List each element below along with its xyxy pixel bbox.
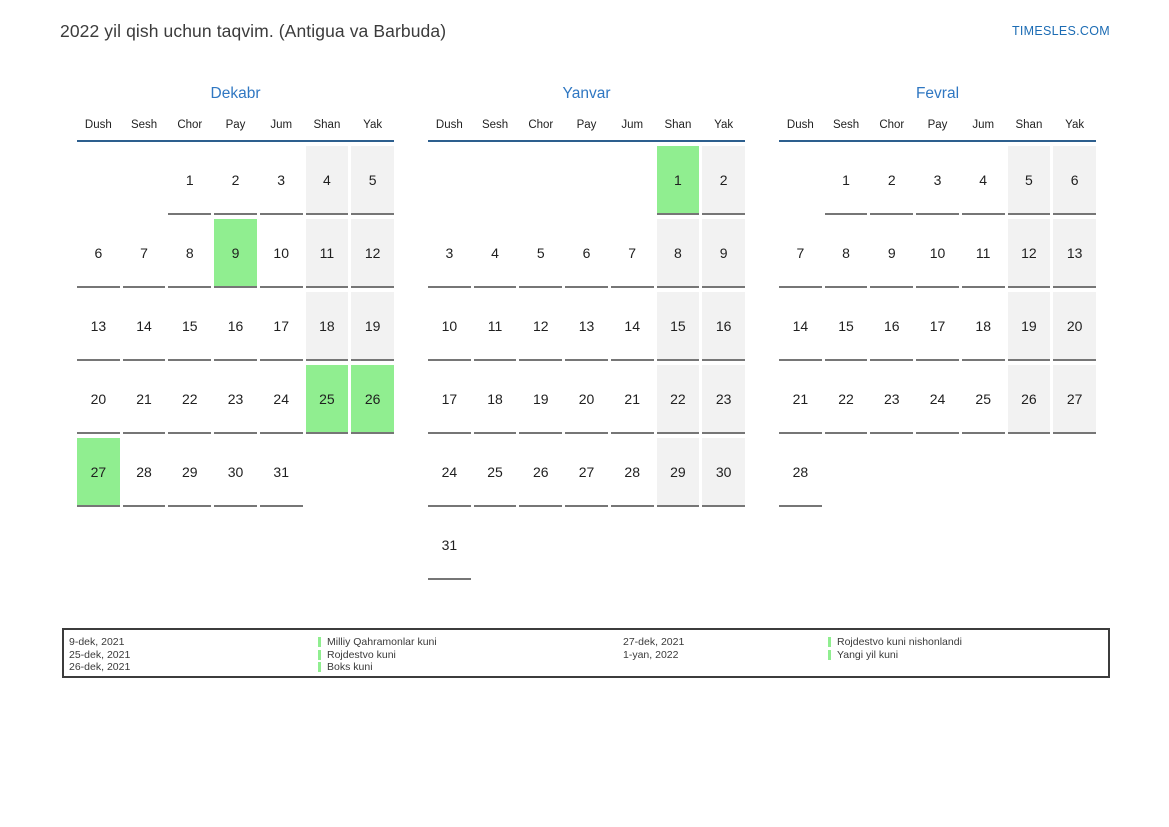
day-number: 4 xyxy=(474,219,517,288)
weekday-label: Dush xyxy=(84,119,112,131)
day-cell xyxy=(916,215,959,288)
day-cell xyxy=(962,142,1005,215)
day-cell-empty xyxy=(1053,434,1096,507)
site-link[interactable]: TIMESLES.COM xyxy=(1011,24,1110,38)
day-number: 22 xyxy=(825,365,868,434)
day-number: 9 xyxy=(870,219,913,288)
legend-item xyxy=(318,649,437,662)
day-cell-empty xyxy=(428,142,471,215)
day-number: 2 xyxy=(870,146,913,215)
day-cell-empty xyxy=(565,507,608,580)
day-number: 18 xyxy=(306,292,349,361)
day-number: 3 xyxy=(260,146,303,215)
day-number: 26 xyxy=(351,365,394,434)
day-number: 21 xyxy=(611,365,654,434)
day-cell xyxy=(260,142,303,215)
weekday-label: Shan xyxy=(1015,119,1043,131)
day-cell xyxy=(474,288,517,361)
day-cell xyxy=(1053,361,1096,434)
month-dekabr xyxy=(77,84,394,580)
day-number: 13 xyxy=(565,292,608,361)
day-cell xyxy=(702,361,745,434)
weekday-label: Sesh xyxy=(832,119,860,131)
day-number: 24 xyxy=(916,365,959,434)
day-cell xyxy=(565,361,608,434)
legend-label: Rojdestvo kuni xyxy=(327,648,396,661)
day-number: 3 xyxy=(428,219,471,288)
day-cell xyxy=(1053,288,1096,361)
month-grid xyxy=(77,142,394,507)
day-number: 28 xyxy=(611,438,654,507)
day-number: 1 xyxy=(168,146,211,215)
day-number: 7 xyxy=(611,219,654,288)
legend-dates-column xyxy=(69,636,130,674)
day-cell xyxy=(702,434,745,507)
day-cell-empty xyxy=(825,434,868,507)
day-cell xyxy=(565,215,608,288)
weekday-label: Pay xyxy=(225,119,246,131)
day-cell xyxy=(1008,361,1051,434)
day-number: 25 xyxy=(474,438,517,507)
day-cell-empty xyxy=(306,434,349,507)
legend-dates-column xyxy=(623,636,684,661)
day-number: 19 xyxy=(1008,292,1051,361)
day-cell xyxy=(77,361,120,434)
weekday-label: Yak xyxy=(1065,119,1085,131)
day-cell xyxy=(168,215,211,288)
page-title: 2022 yil qish uchun taqvim. (Antigua va Barbuda) xyxy=(60,21,447,41)
weekday-label: Dush xyxy=(435,119,463,131)
weekday-label: Yak xyxy=(714,119,734,131)
weekday-label: Shan xyxy=(313,119,341,131)
day-number: 12 xyxy=(519,292,562,361)
day-cell xyxy=(260,361,303,434)
day-cell-empty xyxy=(77,142,120,215)
weekday-label: Pay xyxy=(576,119,597,131)
holiday-marker xyxy=(318,650,321,660)
day-cell xyxy=(519,434,562,507)
day-number: 23 xyxy=(214,365,257,434)
day-cell xyxy=(657,142,700,215)
day-cell xyxy=(306,288,349,361)
holiday-marker xyxy=(318,637,321,647)
legend-labels-column xyxy=(318,636,437,674)
legend-date: 9-dek, 2021 xyxy=(69,636,125,648)
day-cell xyxy=(77,434,120,507)
weekday-label: Sesh xyxy=(130,119,158,131)
day-number: 14 xyxy=(611,292,654,361)
day-cell xyxy=(1053,215,1096,288)
day-cell xyxy=(962,288,1005,361)
day-cell xyxy=(428,434,471,507)
weekday-header-row xyxy=(779,117,1096,142)
day-cell-empty xyxy=(702,507,745,580)
legend-item xyxy=(318,636,437,649)
day-number: 26 xyxy=(519,438,562,507)
day-cell-empty xyxy=(916,434,959,507)
month-fevral xyxy=(779,84,1096,580)
day-cell xyxy=(870,361,913,434)
day-number: 10 xyxy=(916,219,959,288)
day-number: 25 xyxy=(306,365,349,434)
day-cell xyxy=(77,288,120,361)
day-cell xyxy=(962,361,1005,434)
day-cell xyxy=(519,361,562,434)
day-cell xyxy=(657,434,700,507)
day-number: 11 xyxy=(306,219,349,288)
day-number: 7 xyxy=(779,219,822,288)
day-number: 10 xyxy=(260,219,303,288)
legend-label: Milliy Qahramonlar kuni xyxy=(327,636,437,648)
day-number: 12 xyxy=(351,219,394,288)
day-number: 16 xyxy=(214,292,257,361)
legend-item xyxy=(318,661,437,674)
day-number: 1 xyxy=(825,146,868,215)
day-number: 19 xyxy=(519,365,562,434)
weekday-label: Chor xyxy=(879,119,905,131)
day-number: 16 xyxy=(870,292,913,361)
day-cell-empty xyxy=(779,142,822,215)
day-cell xyxy=(306,142,349,215)
day-cell-empty xyxy=(870,434,913,507)
day-cell xyxy=(168,434,211,507)
day-number: 17 xyxy=(428,365,471,434)
day-cell xyxy=(565,288,608,361)
day-cell xyxy=(428,361,471,434)
day-cell xyxy=(474,215,517,288)
day-cell xyxy=(214,215,257,288)
day-number: 25 xyxy=(962,365,1005,434)
day-cell xyxy=(1008,142,1051,215)
calendar-months xyxy=(77,84,1096,580)
day-number: 19 xyxy=(351,292,394,361)
day-cell xyxy=(657,215,700,288)
day-cell-empty xyxy=(611,142,654,215)
day-number: 27 xyxy=(77,438,120,507)
weekday-label: Pay xyxy=(927,119,948,131)
day-number: 9 xyxy=(702,219,745,288)
day-cell-empty xyxy=(565,142,608,215)
day-number: 18 xyxy=(962,292,1005,361)
day-number: 3 xyxy=(916,146,959,215)
legend-label: Yangi yil kuni xyxy=(837,648,899,661)
day-cell xyxy=(214,288,257,361)
day-cell xyxy=(351,288,394,361)
day-number: 22 xyxy=(168,365,211,434)
day-number: 18 xyxy=(474,365,517,434)
day-cell xyxy=(779,288,822,361)
day-cell xyxy=(611,361,654,434)
day-number: 31 xyxy=(428,511,471,580)
weekday-header-row xyxy=(77,117,394,142)
day-number: 2 xyxy=(214,146,257,215)
day-cell xyxy=(702,142,745,215)
day-cell xyxy=(428,288,471,361)
day-cell-empty xyxy=(351,434,394,507)
holiday-marker xyxy=(318,662,321,672)
day-cell xyxy=(1053,142,1096,215)
day-cell xyxy=(351,142,394,215)
day-cell xyxy=(260,288,303,361)
day-cell xyxy=(779,215,822,288)
day-number: 27 xyxy=(565,438,608,507)
legend-date: 26-dek, 2021 xyxy=(69,661,131,673)
weekday-label: Jum xyxy=(270,119,293,131)
day-cell xyxy=(214,434,257,507)
month-grid xyxy=(779,142,1096,507)
day-number: 11 xyxy=(962,219,1005,288)
day-number: 23 xyxy=(870,365,913,434)
day-cell-empty xyxy=(611,507,654,580)
day-number: 17 xyxy=(260,292,303,361)
day-number: 14 xyxy=(779,292,822,361)
day-number: 21 xyxy=(123,365,166,434)
day-cell xyxy=(611,434,654,507)
day-cell xyxy=(916,288,959,361)
day-number: 8 xyxy=(168,219,211,288)
day-number: 28 xyxy=(123,438,166,507)
day-cell xyxy=(123,215,166,288)
day-cell xyxy=(474,361,517,434)
legend-date: 27-dek, 2021 xyxy=(623,636,685,648)
day-number: 8 xyxy=(657,219,700,288)
day-cell xyxy=(962,215,1005,288)
day-number: 20 xyxy=(77,365,120,434)
day-cell xyxy=(260,215,303,288)
day-cell-empty xyxy=(474,507,517,580)
day-cell xyxy=(870,288,913,361)
day-number: 23 xyxy=(702,365,745,434)
day-cell xyxy=(428,215,471,288)
day-cell xyxy=(825,288,868,361)
day-cell xyxy=(168,288,211,361)
day-number: 6 xyxy=(565,219,608,288)
day-cell xyxy=(306,215,349,288)
day-number: 9 xyxy=(214,219,257,288)
day-cell xyxy=(779,361,822,434)
day-number: 26 xyxy=(1008,365,1051,434)
day-cell-empty xyxy=(1008,434,1051,507)
day-number: 24 xyxy=(260,365,303,434)
day-number: 2 xyxy=(702,146,745,215)
day-cell xyxy=(214,361,257,434)
day-cell xyxy=(428,507,471,580)
day-cell xyxy=(123,288,166,361)
day-number: 1 xyxy=(657,146,700,215)
day-cell-empty xyxy=(962,434,1005,507)
day-number: 20 xyxy=(565,365,608,434)
day-cell xyxy=(825,361,868,434)
day-number: 6 xyxy=(77,219,120,288)
day-cell-empty xyxy=(657,507,700,580)
day-cell xyxy=(916,361,959,434)
day-cell xyxy=(351,361,394,434)
weekday-label: Jum xyxy=(972,119,995,131)
day-cell xyxy=(306,361,349,434)
weekday-label: Yak xyxy=(363,119,383,131)
day-number: 15 xyxy=(657,292,700,361)
day-number: 15 xyxy=(825,292,868,361)
legend-label: Boks kuni xyxy=(327,661,373,673)
legend-labels-column xyxy=(828,636,962,661)
day-cell xyxy=(351,215,394,288)
day-number: 12 xyxy=(1008,219,1051,288)
day-number: 4 xyxy=(962,146,1005,215)
legend-item xyxy=(828,636,962,649)
weekday-label: Jum xyxy=(621,119,644,131)
day-cell xyxy=(825,215,868,288)
day-number: 6 xyxy=(1053,146,1096,215)
day-cell xyxy=(168,142,211,215)
day-cell xyxy=(611,288,654,361)
day-number: 29 xyxy=(657,438,700,507)
day-number: 5 xyxy=(519,219,562,288)
day-number: 15 xyxy=(168,292,211,361)
day-number: 27 xyxy=(1053,365,1096,434)
day-number: 20 xyxy=(1053,292,1096,361)
legend-date: 1-yan, 2022 xyxy=(623,648,679,661)
month-title: Dekabr xyxy=(210,85,261,102)
day-cell xyxy=(1008,215,1051,288)
legend-date: 25-dek, 2021 xyxy=(69,648,131,661)
day-cell xyxy=(611,215,654,288)
day-number: 16 xyxy=(702,292,745,361)
day-number: 5 xyxy=(351,146,394,215)
legend-box xyxy=(62,628,1110,678)
day-cell xyxy=(123,361,166,434)
day-cell xyxy=(870,215,913,288)
holiday-marker xyxy=(828,637,831,647)
day-number: 30 xyxy=(214,438,257,507)
day-cell xyxy=(702,215,745,288)
legend-item xyxy=(828,649,962,662)
day-cell xyxy=(168,361,211,434)
day-cell xyxy=(657,361,700,434)
day-cell xyxy=(916,142,959,215)
weekday-label: Shan xyxy=(664,119,692,131)
day-cell-empty xyxy=(519,507,562,580)
day-cell xyxy=(870,142,913,215)
day-number: 14 xyxy=(123,292,166,361)
day-number: 11 xyxy=(474,292,517,361)
month-grid xyxy=(428,142,745,580)
day-cell-empty xyxy=(474,142,517,215)
day-number: 28 xyxy=(779,438,822,507)
day-number: 13 xyxy=(1053,219,1096,288)
day-cell-empty xyxy=(123,142,166,215)
day-number: 21 xyxy=(779,365,822,434)
day-cell xyxy=(214,142,257,215)
day-cell xyxy=(77,215,120,288)
weekday-label: Chor xyxy=(528,119,554,131)
day-number: 22 xyxy=(657,365,700,434)
day-cell xyxy=(825,142,868,215)
day-number: 5 xyxy=(1008,146,1051,215)
day-cell xyxy=(123,434,166,507)
holiday-marker xyxy=(828,650,831,660)
weekday-header-row xyxy=(428,117,745,142)
day-cell xyxy=(1008,288,1051,361)
day-cell xyxy=(519,288,562,361)
legend-label: Rojdestvo kuni nishonlandi xyxy=(837,636,962,648)
day-number: 10 xyxy=(428,292,471,361)
month-title: Yanvar xyxy=(562,85,611,102)
month-title: Fevral xyxy=(915,85,960,102)
day-number: 31 xyxy=(260,438,303,507)
day-number: 13 xyxy=(77,292,120,361)
day-number: 17 xyxy=(916,292,959,361)
day-cell xyxy=(702,288,745,361)
day-number: 7 xyxy=(123,219,166,288)
day-number: 30 xyxy=(702,438,745,507)
weekday-label: Chor xyxy=(177,119,203,131)
day-cell xyxy=(474,434,517,507)
weekday-label: Dush xyxy=(786,119,814,131)
weekday-label: Sesh xyxy=(481,119,509,131)
day-cell-empty xyxy=(519,142,562,215)
day-cell xyxy=(260,434,303,507)
day-cell xyxy=(779,434,822,507)
day-cell xyxy=(565,434,608,507)
day-number: 29 xyxy=(168,438,211,507)
day-number: 24 xyxy=(428,438,471,507)
month-yanvar xyxy=(428,84,745,580)
day-number: 4 xyxy=(306,146,349,215)
day-cell xyxy=(657,288,700,361)
day-cell xyxy=(519,215,562,288)
day-number: 8 xyxy=(825,219,868,288)
